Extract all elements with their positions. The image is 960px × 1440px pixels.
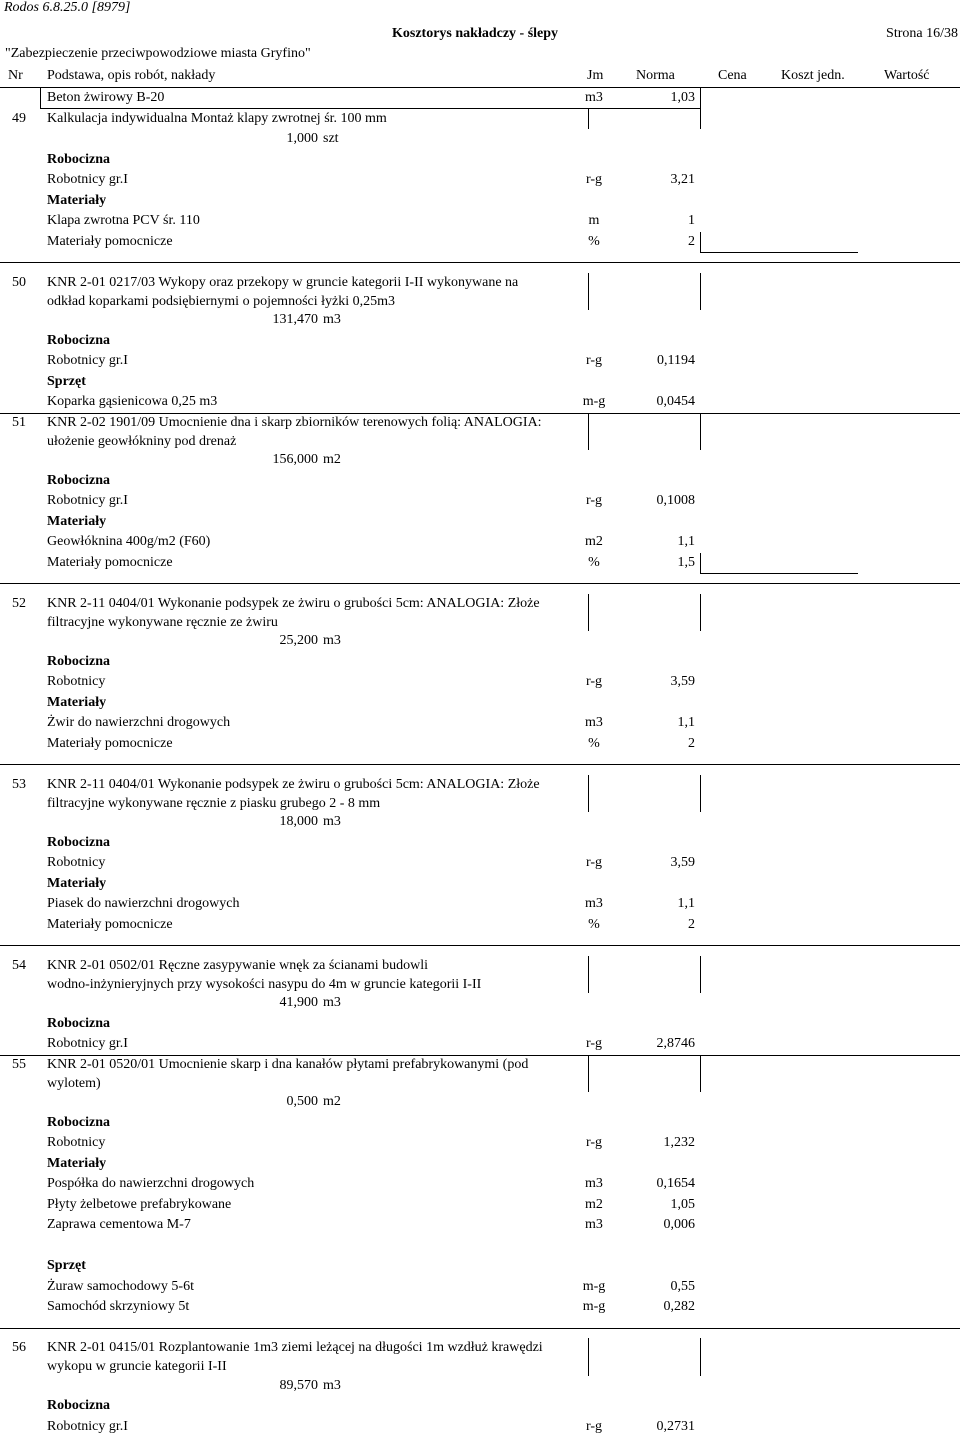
group-header-row bbox=[0, 1256, 960, 1277]
column-rule bbox=[700, 1359, 701, 1376]
group-header-row bbox=[0, 1154, 960, 1175]
column-rule bbox=[700, 109, 701, 130]
resource-name: Robotnicy bbox=[47, 1135, 106, 1151]
column-rule bbox=[588, 293, 589, 310]
column-rule bbox=[700, 293, 701, 310]
unit: m2 bbox=[585, 1196, 603, 1212]
quantity-value: 0,500 bbox=[286, 1094, 318, 1110]
column-rule bbox=[588, 433, 589, 450]
position-number: 52 bbox=[12, 595, 26, 611]
unit: r-g bbox=[585, 172, 603, 188]
column-header-price: Cena bbox=[718, 68, 747, 83]
norm-value: 0,006 bbox=[663, 1217, 695, 1233]
column-rule bbox=[588, 1075, 589, 1092]
norm-value: 0,1654 bbox=[656, 1176, 695, 1192]
quantity-value: 89,570 bbox=[279, 1377, 318, 1393]
resource-name: Geowłóknina 400g/m2 (F60) bbox=[47, 534, 211, 550]
column-header-norm: Norma bbox=[636, 68, 675, 83]
group-header-row bbox=[0, 471, 960, 492]
column-header-description: Podstawa, opis robót, nakłady bbox=[47, 68, 216, 83]
separator-row bbox=[0, 754, 960, 775]
resource-row bbox=[0, 1174, 960, 1195]
unit: r-g bbox=[585, 855, 603, 871]
resource-row bbox=[0, 1215, 960, 1236]
position-description-row bbox=[0, 614, 960, 631]
norm-value: 1,232 bbox=[663, 1135, 695, 1151]
position-description: wodno-inżynieryjnych przy wysokości nasypu do 4m w gruncie kategorii I-II bbox=[47, 976, 482, 992]
unit: m3 bbox=[585, 1176, 603, 1192]
position-description-row bbox=[0, 1359, 960, 1376]
unit: m bbox=[588, 213, 600, 229]
unit: m3 bbox=[585, 715, 603, 731]
column-rule bbox=[588, 1055, 589, 1076]
resource-name: Materiały pomocnicze bbox=[47, 233, 173, 249]
quantity-unit: m3 bbox=[323, 995, 341, 1011]
resource-row bbox=[0, 351, 960, 372]
position-header-row bbox=[0, 109, 960, 130]
resource-row bbox=[0, 672, 960, 693]
column-rule bbox=[700, 795, 701, 812]
resource-name: Robotnicy gr.I bbox=[47, 172, 128, 188]
resource-name: Beton żwirowy B-20 bbox=[47, 90, 165, 106]
position-header-row bbox=[0, 594, 960, 615]
group-header-row bbox=[0, 512, 960, 533]
column-rule bbox=[588, 413, 589, 434]
unit: m3 bbox=[585, 896, 603, 912]
norm-value: 2 bbox=[688, 916, 695, 932]
resource-row bbox=[0, 553, 960, 574]
position-header-row bbox=[0, 775, 960, 796]
norm-value: 0,0454 bbox=[656, 394, 695, 410]
norm-value: 1,1 bbox=[677, 896, 695, 912]
resource-row bbox=[0, 1133, 960, 1154]
resource-group-label: Sprzęt bbox=[47, 373, 86, 389]
position-description: filtracyjne wykonywane ręcznie ze żwiru bbox=[47, 614, 278, 630]
carryover-row bbox=[0, 88, 960, 109]
position-description: wykopu w gruncie kategorii I-II bbox=[47, 1359, 227, 1374]
row-separator-line bbox=[0, 945, 960, 946]
norm-value: 2 bbox=[688, 233, 695, 249]
unit: r-g bbox=[585, 1036, 603, 1052]
position-header-row bbox=[0, 273, 960, 294]
resource-group-label: Robocizna bbox=[47, 1015, 110, 1031]
resource-group-label: Robocizna bbox=[47, 151, 110, 167]
quantity-unit: m2 bbox=[323, 1094, 341, 1110]
subtotal-rule bbox=[700, 232, 701, 252]
quantity-value: 18,000 bbox=[279, 814, 318, 830]
position-number: 54 bbox=[12, 957, 26, 973]
unit: r-g bbox=[585, 353, 603, 369]
position-header-row bbox=[0, 1055, 960, 1076]
resource-group-label: Robocizna bbox=[47, 332, 110, 348]
project-name: "Zabezpieczenie przeciwpowodziowe miasta Gryfino" bbox=[5, 46, 311, 61]
resource-group-label: Robocizna bbox=[47, 653, 110, 669]
norm-value: 3,59 bbox=[670, 674, 695, 690]
position-description-row bbox=[0, 293, 960, 310]
position-description: KNR 2-11 0404/01 Wykonanie podsypek ze żwiru o grubości 5cm: ANALOGIA: Złoże bbox=[47, 776, 540, 792]
row-separator-line bbox=[0, 1328, 960, 1329]
column-header-unit-cost: Koszt jedn. bbox=[781, 68, 845, 83]
column-rule bbox=[588, 795, 589, 812]
group-header-row bbox=[0, 833, 960, 854]
unit: m3 bbox=[585, 1217, 603, 1233]
unit: r-g bbox=[585, 674, 603, 690]
resource-group-label: Robocizna bbox=[47, 1114, 110, 1130]
resource-row bbox=[0, 734, 960, 755]
quantity-row bbox=[0, 1092, 960, 1113]
group-header-row bbox=[0, 191, 960, 212]
norm-value: 1,1 bbox=[677, 534, 695, 550]
resource-row bbox=[0, 894, 960, 915]
resource-row bbox=[0, 713, 960, 734]
unit: m2 bbox=[585, 534, 603, 550]
resource-name: Materiały pomocnicze bbox=[47, 916, 173, 932]
position-number: 56 bbox=[12, 1340, 26, 1356]
resource-name: Materiały pomocnicze bbox=[47, 554, 173, 570]
resource-name: Żuraw samochodowy 5-6t bbox=[47, 1278, 194, 1294]
quantity-unit: m2 bbox=[323, 452, 341, 468]
document-title: Kosztorys nakładczy - ślepy bbox=[392, 26, 559, 41]
position-description: KNR 2-01 0415/01 Rozplantowanie 1m3 ziemi leżącej na długości 1m wzdłuż krawędzi bbox=[47, 1340, 543, 1356]
row-separator-line bbox=[0, 764, 960, 765]
position-description: KNR 2-11 0404/01 Wykonanie podsypek ze żwiru o grubości 5cm: ANALOGIA: Złoże bbox=[47, 595, 540, 611]
unit: r-g bbox=[585, 1135, 603, 1151]
subtotal-rule bbox=[700, 553, 701, 573]
position-header-row bbox=[0, 956, 960, 977]
column-rule bbox=[588, 956, 589, 977]
resource-group-label: Robocizna bbox=[47, 834, 110, 850]
resource-group-label: Materiały bbox=[47, 513, 107, 529]
position-description-row bbox=[0, 1075, 960, 1092]
column-rule bbox=[588, 775, 589, 796]
column-rule bbox=[588, 976, 589, 993]
page-number: Strona 16/38 bbox=[886, 26, 958, 41]
resource-row bbox=[0, 1034, 960, 1055]
resource-group-label: Sprzęt bbox=[47, 1258, 86, 1274]
quantity-value: 25,200 bbox=[279, 633, 318, 649]
column-rule bbox=[700, 956, 701, 977]
column-rule bbox=[588, 594, 589, 615]
unit: m3 bbox=[585, 90, 603, 106]
resource-name: Robotnicy bbox=[47, 855, 106, 871]
unit: r-g bbox=[585, 493, 603, 509]
unit: % bbox=[588, 735, 600, 751]
resource-name: Pospółka do nawierzchni drogowych bbox=[47, 1176, 255, 1192]
unit: m-g bbox=[582, 1299, 606, 1315]
unit: % bbox=[588, 233, 600, 249]
norm-value: 1,03 bbox=[670, 90, 695, 106]
norm-value: 0,1194 bbox=[657, 353, 695, 369]
column-rule bbox=[588, 273, 589, 294]
position-number: 53 bbox=[12, 776, 26, 792]
quantity-value: 1,000 bbox=[286, 131, 318, 147]
resource-row bbox=[0, 915, 960, 936]
norm-value: 0,1008 bbox=[656, 493, 695, 509]
norm-value: 1,05 bbox=[670, 1196, 695, 1212]
separator-row bbox=[0, 1318, 960, 1339]
position-description-row bbox=[0, 795, 960, 812]
group-header-row bbox=[0, 1113, 960, 1134]
position-number: 50 bbox=[12, 274, 26, 290]
column-rule bbox=[588, 614, 589, 631]
column-rule bbox=[700, 976, 701, 993]
quantity-unit: m3 bbox=[323, 1377, 341, 1393]
resource-name: Klapa zwrotna PCV śr. 110 bbox=[47, 213, 200, 229]
resource-row bbox=[0, 491, 960, 512]
resource-name: Płyty żelbetowe prefabrykowane bbox=[47, 1196, 232, 1212]
resource-name: Koparka gąsienicowa 0,25 m3 bbox=[47, 394, 218, 410]
unit: m-g bbox=[582, 394, 606, 410]
column-rule bbox=[700, 433, 701, 450]
quantity-row bbox=[0, 1376, 960, 1397]
position-header-row bbox=[0, 1338, 960, 1359]
position-description: Kalkulacja indywidualna Montaż klapy zwrotnej śr. 100 mm bbox=[47, 110, 387, 126]
quantity-value: 41,900 bbox=[279, 995, 318, 1011]
column-rule bbox=[700, 1075, 701, 1092]
resource-group-label: Robocizna bbox=[47, 472, 110, 488]
position-description: KNR 2-01 0520/01 Umocnienie skarp i dna kanałów płytami prefabrykowanymi (pod bbox=[47, 1056, 529, 1072]
column-rule bbox=[700, 614, 701, 631]
resource-row bbox=[0, 1195, 960, 1216]
app-version: Rodos 6.8.25.0 [8979] bbox=[4, 0, 131, 15]
unit: % bbox=[588, 554, 600, 570]
resource-row bbox=[0, 853, 960, 874]
resource-row bbox=[0, 1417, 960, 1438]
group-header-row bbox=[0, 150, 960, 171]
resource-name: Robotnicy gr.I bbox=[47, 1036, 128, 1052]
resource-name: Samochód skrzyniowy 5t bbox=[47, 1299, 190, 1315]
resource-row bbox=[0, 392, 960, 413]
column-rule bbox=[700, 413, 701, 434]
resource-row bbox=[0, 1277, 960, 1298]
position-number: 51 bbox=[12, 414, 26, 430]
quantity-unit: m3 bbox=[323, 312, 341, 328]
position-description: wylotem) bbox=[47, 1075, 101, 1091]
norm-value: 0,2731 bbox=[656, 1418, 695, 1434]
norm-value: 1,1 bbox=[677, 715, 695, 731]
column-rule bbox=[588, 1359, 589, 1376]
quantity-unit: szt bbox=[323, 131, 339, 147]
column-rule bbox=[700, 1055, 701, 1076]
spacer-row bbox=[0, 1236, 960, 1257]
position-description: KNR 2-02 1901/09 Umocnienie dna i skarp zbiorników terenowych folią: ANALOGIA: bbox=[47, 414, 542, 430]
subtotal-rule bbox=[700, 573, 858, 574]
group-header-row bbox=[0, 1396, 960, 1417]
resource-name: Robotnicy gr.I bbox=[47, 493, 128, 509]
quantity-row bbox=[0, 310, 960, 331]
quantity-unit: m3 bbox=[323, 633, 341, 649]
quantity-value: 131,470 bbox=[272, 312, 318, 328]
column-header-value: Wartość bbox=[884, 68, 930, 83]
row-separator-line bbox=[0, 583, 960, 584]
resource-row bbox=[0, 1297, 960, 1318]
norm-value: 3,59 bbox=[670, 855, 695, 871]
resource-group-label: Materiały bbox=[47, 875, 107, 891]
norm-value: 0,282 bbox=[663, 1299, 695, 1315]
resource-row bbox=[0, 532, 960, 553]
resource-group-label: Materiały bbox=[47, 192, 107, 208]
quantity-row bbox=[0, 993, 960, 1014]
unit: r-g bbox=[585, 1418, 603, 1434]
quantity-value: 156,000 bbox=[272, 452, 318, 468]
column-header-unit: Jm bbox=[587, 68, 604, 83]
quantity-row bbox=[0, 129, 960, 150]
norm-value: 1,5 bbox=[677, 554, 695, 570]
resource-name: Zaprawa cementowa M-7 bbox=[47, 1217, 191, 1233]
column-rule bbox=[700, 594, 701, 615]
separator-row bbox=[0, 935, 960, 956]
position-description-row bbox=[0, 976, 960, 993]
group-header-row bbox=[0, 874, 960, 895]
resource-name: Robotnicy gr.I bbox=[47, 353, 128, 369]
unit: m-g bbox=[582, 1278, 606, 1294]
resource-name: Robotnicy gr.I bbox=[47, 1418, 128, 1434]
position-number: 49 bbox=[12, 110, 26, 126]
quantity-unit: m3 bbox=[323, 814, 341, 830]
group-header-row bbox=[0, 693, 960, 714]
resource-group-label: Robocizna bbox=[47, 1398, 110, 1414]
position-description: odkład koparkami podsiębiernymi o pojemności łyżki 0,25m3 bbox=[47, 293, 395, 309]
norm-value: 2,8746 bbox=[656, 1036, 695, 1052]
norm-value: 2 bbox=[688, 735, 695, 751]
position-header-row bbox=[0, 413, 960, 434]
column-rule bbox=[700, 1338, 701, 1359]
group-header-row bbox=[0, 1014, 960, 1035]
position-description-row bbox=[0, 433, 960, 450]
subtotal-rule bbox=[700, 252, 858, 253]
quantity-row bbox=[0, 450, 960, 471]
separator-row bbox=[0, 252, 960, 273]
column-rule bbox=[588, 109, 589, 130]
row-separator-line bbox=[0, 262, 960, 263]
position-description: filtracyjne wykonywane ręcznie z piasku grubego 2 - 8 mm bbox=[47, 795, 381, 811]
group-header-row bbox=[0, 331, 960, 352]
position-description: KNR 2-01 0217/03 Wykopy oraz przekopy w gruncie kategorii I-II wykonywane na bbox=[47, 274, 519, 290]
resource-name: Materiały pomocnicze bbox=[47, 735, 173, 751]
unit: % bbox=[588, 916, 600, 932]
norm-value: 1 bbox=[688, 213, 695, 229]
column-rule bbox=[588, 1338, 589, 1359]
column-header-nr: Nr bbox=[8, 68, 23, 83]
norm-value: 3,21 bbox=[670, 172, 695, 188]
column-rule bbox=[700, 775, 701, 796]
position-description: KNR 2-01 0502/01 Ręczne zasypywanie wnęk za ścianami budowli bbox=[47, 957, 429, 973]
group-header-row bbox=[0, 652, 960, 673]
column-rule bbox=[700, 273, 701, 294]
estimate-table bbox=[0, 88, 960, 1437]
resource-name: Żwir do nawierzchni drogowych bbox=[47, 715, 231, 731]
resource-group-label: Materiały bbox=[47, 1155, 107, 1171]
resource-row bbox=[0, 170, 960, 191]
quantity-row bbox=[0, 812, 960, 833]
position-description: ułożenie geowłókniny pod drenaż bbox=[47, 433, 237, 449]
norm-value: 0,55 bbox=[670, 1278, 695, 1294]
resource-name: Piasek do nawierzchni drogowych bbox=[47, 896, 240, 912]
resource-row bbox=[0, 232, 960, 253]
quantity-row bbox=[0, 631, 960, 652]
position-number: 55 bbox=[12, 1056, 26, 1072]
group-header-row bbox=[0, 372, 960, 393]
resource-name: Robotnicy bbox=[47, 674, 106, 690]
resource-row bbox=[0, 211, 960, 232]
resource-group-label: Materiały bbox=[47, 694, 107, 710]
separator-row bbox=[0, 573, 960, 594]
